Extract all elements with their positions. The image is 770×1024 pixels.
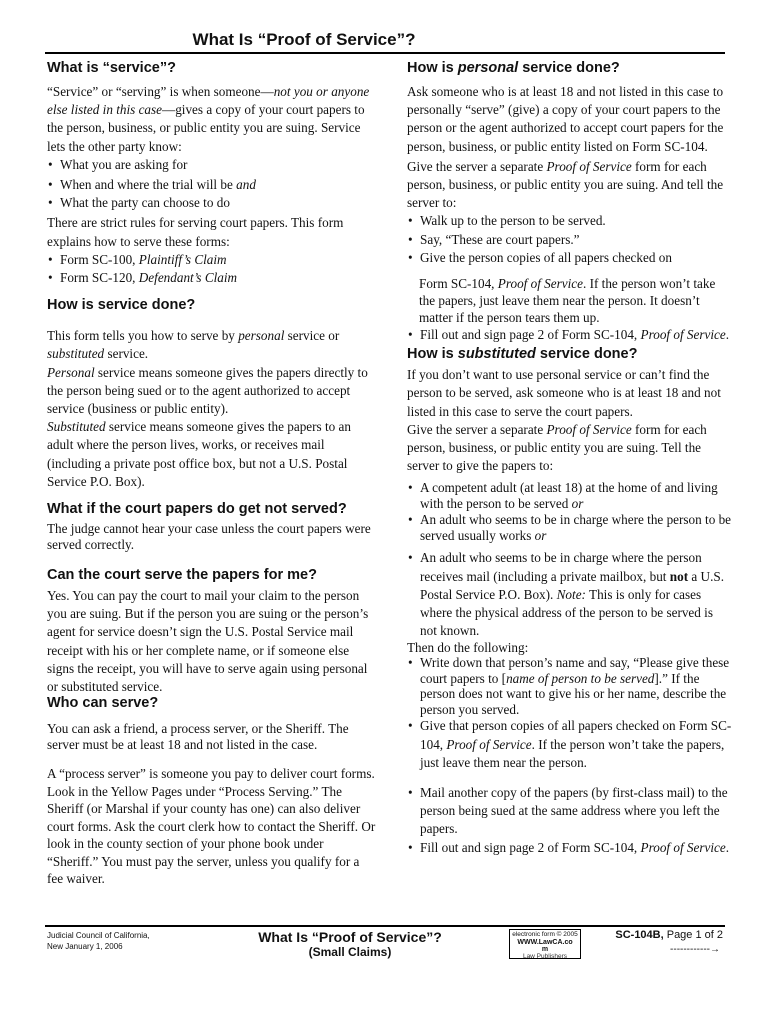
paragraph: A “process server” is someone you pay to deliver court forms. Look in the Yellow Pages under “Process Serving.” The Sheriff (or Marshal if your county has one) can also deliver court forms. Ask the court clerk how to contact the Sheriff. Or look in the county section of your phone book under “Sheriff.” You must pay the server, unless you qualify for a fee waiver. [47,766,376,887]
stamp-publisher: Law Publishers [522,953,568,960]
list-item: • Give the person copies of all papers checked on [407,249,732,267]
top-rule [45,52,725,54]
list-item: • What the party can choose to do [47,194,377,212]
stamp-url-cont: m [541,946,549,953]
stamp-copyright: electronic form © 2005 [512,931,578,938]
list-item: • Give that person copies of all papers checked on Form SC-104, Proof of Service. If the person won’t take the papers, just leave them near the person. [407,717,732,772]
list-item: • Form SC-100, Plaintiff’s Claim [47,251,377,269]
paragraph: “Service” or “serving” is when someone—not you or anyone else listed in this case—gives a copy of your court papers to the person, business, or public entity you are suing. Service lets the other party know: [47,84,370,154]
bullet-list [407,549,732,640]
council-name: Judicial Council of California, [47,931,150,940]
list-item: • A competent adult (at least 18) at the home of and living with the person to be served or [407,480,732,512]
footer-council [47,930,150,952]
section-heading-personal-service: How is personal service done? [407,60,620,76]
paragraph: Personal service means someone gives the papers directly to the person being sued or to the agent authorized to accept service (business or public entity). [47,364,368,417]
next-page-arrow-icon: ------------→ [670,944,720,955]
footer-title-block [220,929,480,959]
footer-subtitle: (Small Claims) [308,945,392,959]
revision-date: New January 1, 2006 [47,942,123,951]
paragraph: Ask someone who is at least 18 and not listed in this case to personally “serve” (give) a copy of your court papers to the person or the agent authorized to accept court papers for the person, business, or public entity listed on Form SC-104. [407,84,724,154]
paragraph: There are strict rules for serving court papers. This form explains how to serve these forms: [47,215,344,249]
footer-title: What Is “Proof of Service”? [258,929,442,945]
bullet-list [47,156,377,213]
list-item: • An adult who seems to be in charge where the person to be served usually works or [407,512,732,544]
publisher-stamp [509,929,581,959]
paragraph: Yes. You can pay the court to mail your claim to the person you are suing. But if the person you are suing or the person’s agent for service doesn’t sign the U.S. Postal Service mail receipt with his or her complete name, or if someone else signs the receipt, you will have to serve again using personal or substituted service. [47,588,369,695]
list-item: • What you are asking for [47,156,377,174]
bullet-list [407,212,732,267]
section-heading-substituted-service: How is substituted service done? [407,346,638,363]
bullet-list [407,326,732,344]
section-heading-court-serve: Can the court serve the papers for me? [47,567,317,584]
list-item: • An adult who seems to be in charge where the person receives mail (including a private mailbox, but not a U.S. Postal Service P.O. Box). Note: This is only for cases where the physical address of the person to be served is not known. [407,549,732,640]
left-column [47,58,377,888]
section-heading-who-can-serve: Who can serve? [47,695,159,712]
section-heading-what-is-service: What is “service”? [47,60,176,76]
section-heading-not-served: What if the court papers do get not served? [47,501,347,518]
section-heading-how-is-service-done: How is service done? [47,297,196,314]
list-item: • Fill out and sign page 2 of Form SC-104, Proof of Service. [407,839,732,857]
list-item: • Say, “These are court papers.” [407,231,732,249]
right-column [407,58,732,857]
list-item: • Walk up to the person to be served. [407,212,732,230]
paragraph: Substituted service means someone gives the papers to an adult where the person lives, works, or receives mail (including a private post office box, but not a U.S. Postal Service P.O. Box). [47,419,351,489]
bottom-rule [45,925,725,927]
paragraph: You can ask a friend, a process server, or the Sheriff. The server must be at least 18 and not listed in the case. [47,721,349,753]
paragraph: Then do the following: [407,640,529,656]
paragraph: Give the server a separate Proof of Service form for each person, business, or public entity you are suing. And tell the server to: [407,158,724,211]
list-item: • Fill out and sign page 2 of Form SC-104, Proof of Service. [407,326,732,344]
paragraph: Give the server a separate Proof of Service form for each person, business, or public entity you are suing. Tell the server to give the papers to: [407,421,707,474]
list-item: • When and where the trial will be and [47,176,377,194]
list-item: • Form SC-120, Defendant’s Claim [47,269,377,287]
paragraph: The judge cannot hear your case unless the court papers were served correctly. [47,521,371,553]
list-item-continuation: Form SC-104, Proof of Service. If the person won’t take the papers, just leave them near the person. It doesn’t matter if the person tears them up. [419,276,716,326]
list-item: • Mail another copy of the papers (by first-class mail) to the person being sued at the same address where you left the papers. [407,784,732,839]
page-title: What Is “Proof of Service”? [192,30,416,49]
bullet-list [407,480,732,544]
page-number: Page 1 of 2 [663,929,723,941]
bullet-list [407,655,732,856]
list-item: • Write down that person’s name and say, “Please give these court papers to [name of person to be served].” If the person does not want to give his or her name, describe the person you served. [407,655,732,717]
paragraph: If you don’t want to use personal service or can’t find the person to be served, ask someone who is at least 18 and not listed in this case to serve the court papers. [407,367,721,419]
paragraph: This form tells you how to serve by personal service or substituted service. [47,328,340,362]
stamp-url: WWW.LawCA.co [517,938,573,946]
form-number: SC-104B, Page 1 of 2 [615,929,723,941]
bullet-list [47,251,377,287]
